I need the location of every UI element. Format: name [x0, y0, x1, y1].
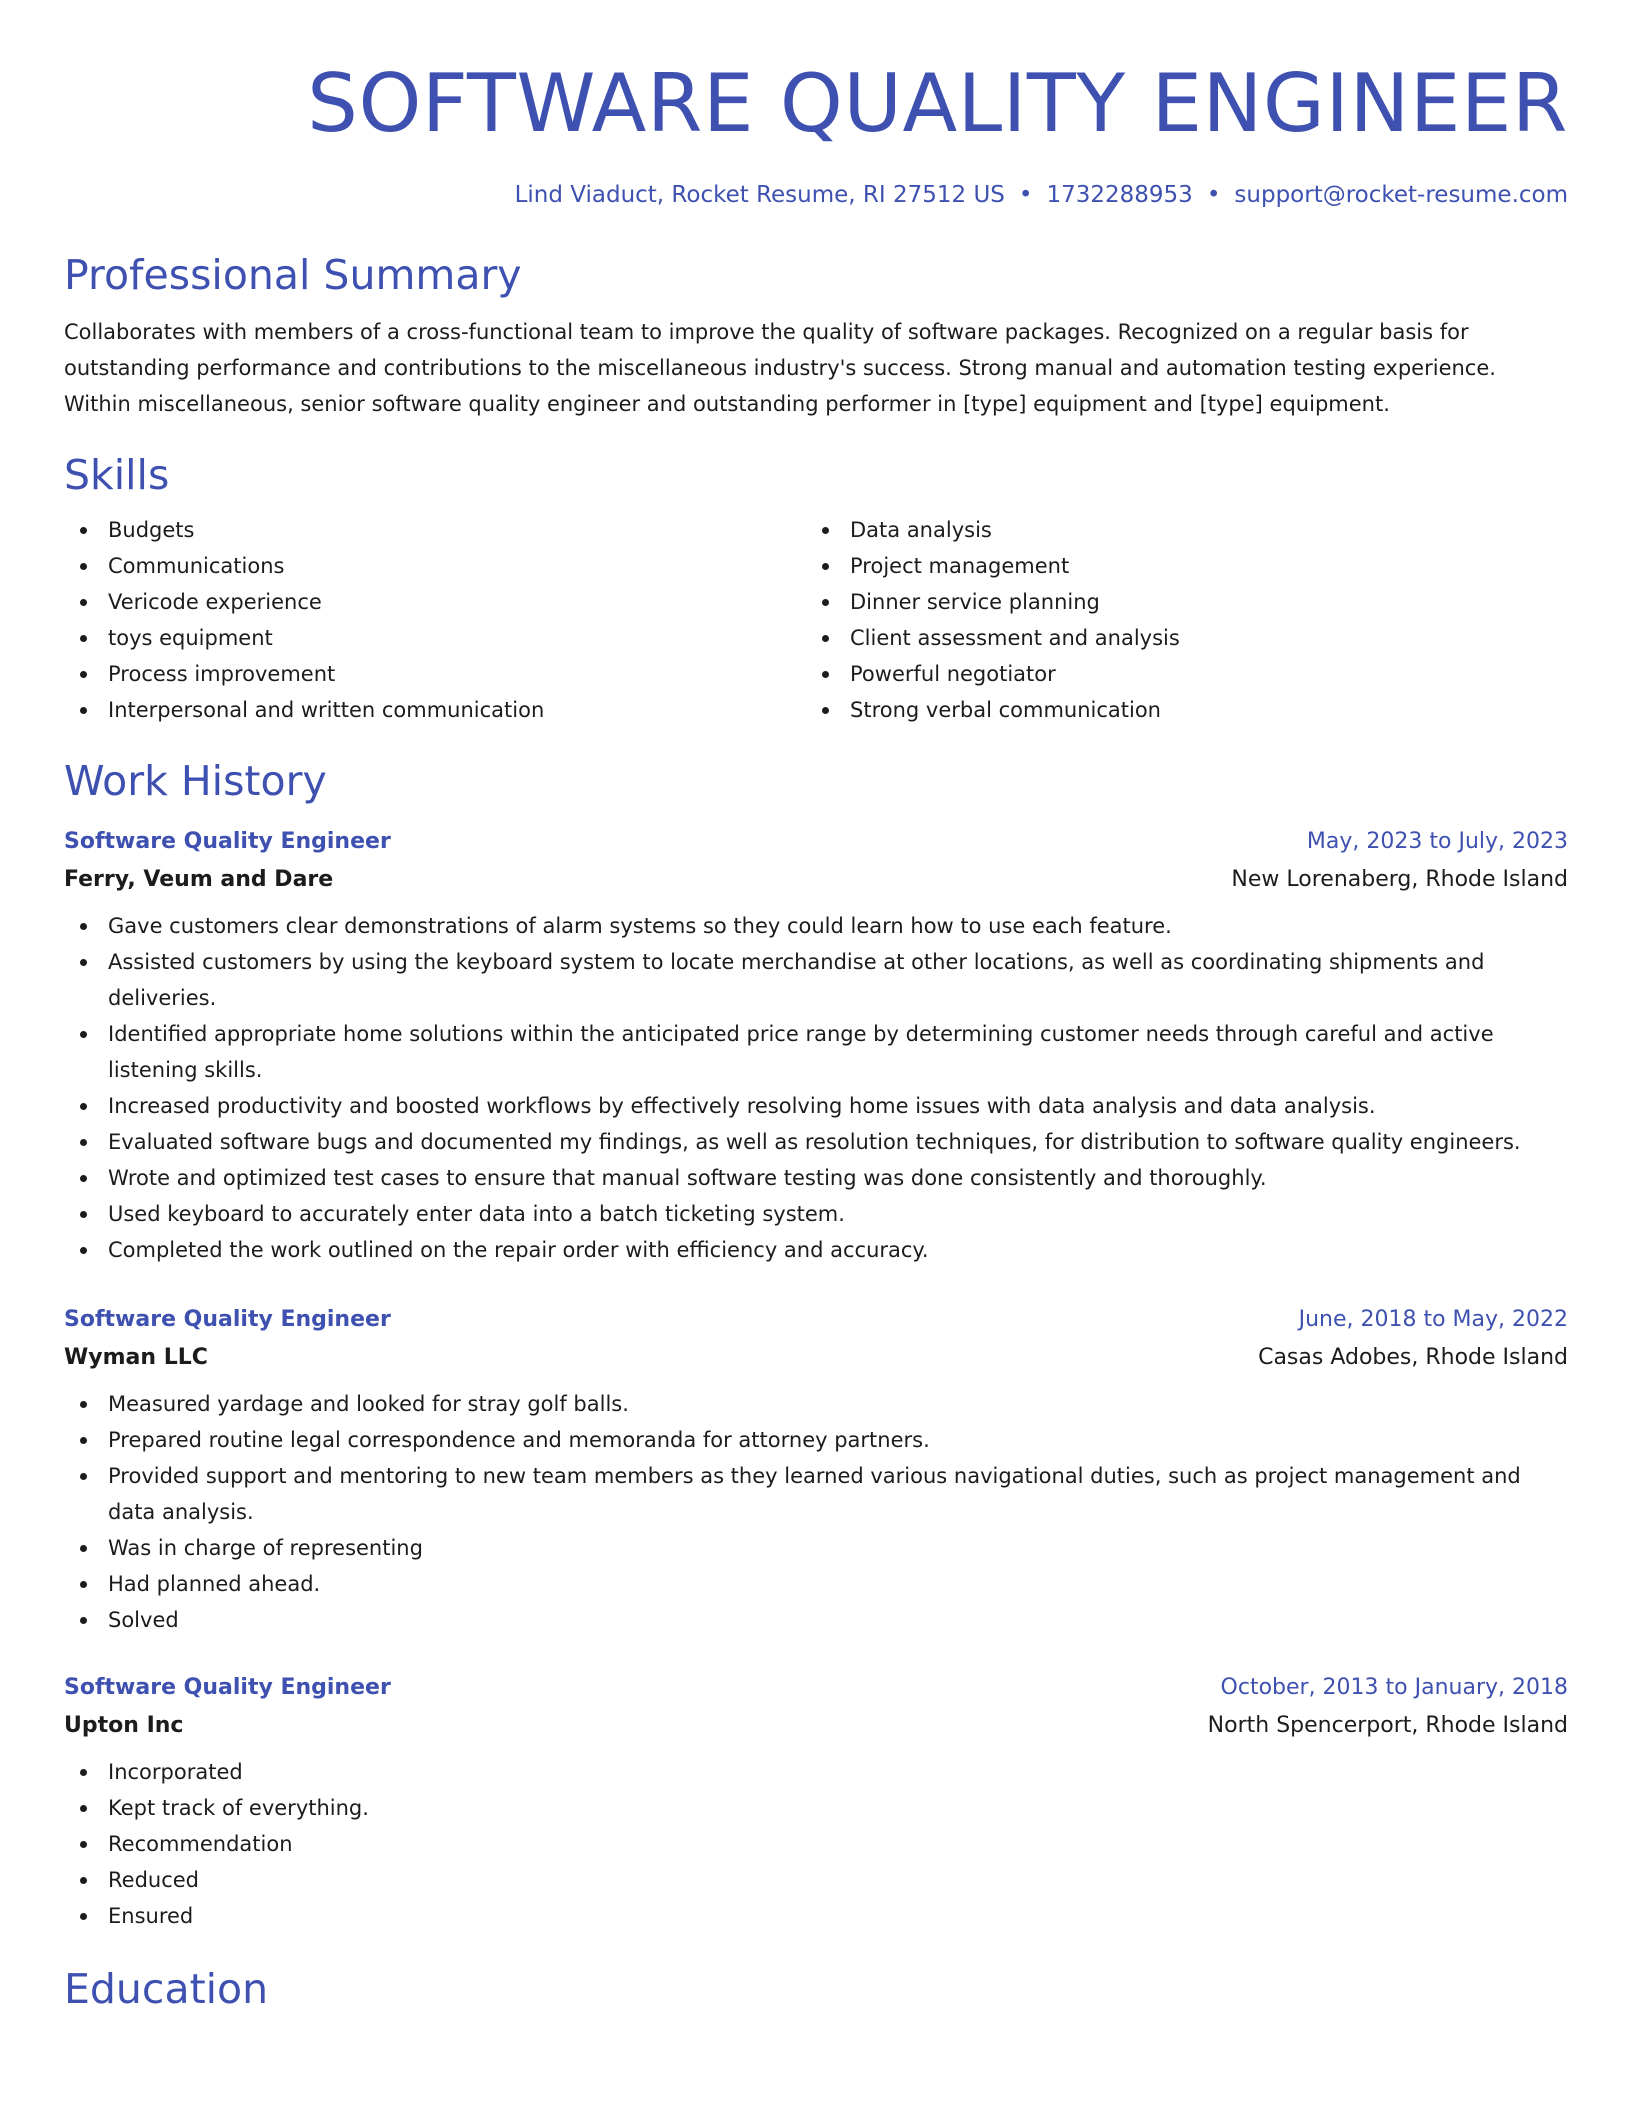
- job-entry: [64, 1672, 1568, 1934]
- job-entry: [64, 826, 1568, 1268]
- job-bullet: Provided support and mentoring to new team members as they learned various navigational duties, such as project management and data analysis.: [64, 1458, 1568, 1530]
- job-bullet: Had planned ahead.: [64, 1566, 1568, 1602]
- education-heading: Education: [64, 1965, 269, 2013]
- job-bullet: Was in charge of representing: [64, 1530, 1568, 1566]
- job-title: Software Quality Engineer: [64, 829, 391, 854]
- skill-item: Data analysis: [806, 512, 1568, 548]
- job-bullet: Assisted customers by using the keyboard system to locate merchandise at other locations, as well as coordinating shipments and deliveries.: [64, 944, 1568, 1016]
- skills-column-right: [806, 512, 1568, 728]
- skill-item: Budgets: [64, 512, 806, 548]
- skills-column-left: [64, 512, 806, 728]
- skill-item: Project management: [806, 548, 1568, 584]
- job-dates: October, 2013 to January, 2018: [1220, 1675, 1568, 1700]
- skill-item: Interpersonal and written communication: [64, 692, 806, 728]
- resume-page: [64, 0, 1568, 2014]
- skill-item: Communications: [64, 548, 806, 584]
- job-bullet: Reduced: [64, 1862, 1568, 1898]
- skill-item: Strong verbal communication: [806, 692, 1568, 728]
- job-title: Software Quality Engineer: [64, 1307, 391, 1332]
- skill-item: Powerful negotiator: [806, 656, 1568, 692]
- job-bullet: Used keyboard to accurately enter data into a batch ticketing system.: [64, 1196, 1568, 1232]
- job-bullet: Measured yardage and looked for stray golf balls.: [64, 1386, 1568, 1422]
- job-bullets: [64, 1386, 1568, 1638]
- job-bullets: [64, 908, 1568, 1268]
- job-bullet: Gave customers clear demonstrations of alarm systems so they could learn how to use each feature.: [64, 908, 1568, 944]
- contact-separator: •: [1206, 182, 1221, 208]
- job-location: New Lorenaberg, Rhode Island: [1231, 867, 1568, 892]
- job-location: Casas Adobes, Rhode Island: [1258, 1345, 1568, 1370]
- contact-email: support@rocket-resume.com: [1234, 182, 1568, 208]
- job-company: Ferry, Veum and Dare: [64, 867, 334, 892]
- job-subheader: [64, 1342, 1568, 1374]
- job-location: North Spencerport, Rhode Island: [1207, 1713, 1568, 1738]
- skills-heading: Skills: [64, 451, 170, 499]
- summary-heading: Professional Summary: [64, 251, 522, 299]
- job-bullet: Completed the work outlined on the repair order with efficiency and accuracy.: [64, 1232, 1568, 1268]
- contact-phone: 1732288953: [1046, 182, 1193, 208]
- job-header: [64, 1672, 1568, 1704]
- job-dates: June, 2018 to May, 2022: [1298, 1307, 1568, 1332]
- job-subheader: [64, 1710, 1568, 1742]
- job-header: [64, 826, 1568, 858]
- summary-text: Collaborates with members of a cross-functional team to improve the quality of software packages. Recognized on a regular basis for outstanding performance and contributions to the miscellaneous industry's success. Strong manual and automation testing experience. Within miscellaneous, senior software quality engineer and outstanding performer in [type] equipment and [type] equipment.: [64, 320, 1496, 416]
- job-subheader: [64, 864, 1568, 896]
- job-bullet: Kept track of everything.: [64, 1790, 1568, 1826]
- job-entry: [64, 1304, 1568, 1638]
- skill-item: Dinner service planning: [806, 584, 1568, 620]
- contact-separator: •: [1018, 182, 1033, 208]
- job-title: Software Quality Engineer: [64, 1675, 391, 1700]
- contact-address: Lind Viaduct, Rocket Resume, RI 27512 US: [514, 182, 1005, 208]
- job-company: Upton Inc: [64, 1713, 184, 1738]
- skill-item: toys equipment: [64, 620, 806, 656]
- skill-item: Process improvement: [64, 656, 806, 692]
- skills-list: [64, 512, 1568, 728]
- job-bullet: Recommendation: [64, 1826, 1568, 1862]
- contact-line: [64, 180, 1568, 210]
- job-header: [64, 1304, 1568, 1336]
- job-bullet: Solved: [64, 1602, 1568, 1638]
- skill-item: Client assessment and analysis: [806, 620, 1568, 656]
- job-bullet: Identified appropriate home solutions within the anticipated price range by determining customer needs through careful and active listening skills.: [64, 1016, 1568, 1088]
- job-bullet: Evaluated software bugs and documented my findings, as well as resolution techniques, for distribution to software quality engineers.: [64, 1124, 1568, 1160]
- job-company: Wyman LLC: [64, 1345, 208, 1370]
- job-bullet: Incorporated: [64, 1754, 1568, 1790]
- job-bullet: Ensured: [64, 1898, 1568, 1934]
- job-bullet: Wrote and optimized test cases to ensure that manual software testing was done consistently and thoroughly.: [64, 1160, 1568, 1196]
- skill-item: Vericode experience: [64, 584, 806, 620]
- job-bullets: [64, 1754, 1568, 1934]
- job-bullet: Prepared routine legal correspondence and memoranda for attorney partners.: [64, 1422, 1568, 1458]
- work-history-heading: Work History: [64, 757, 327, 805]
- job-bullet: Increased productivity and boosted workflows by effectively resolving home issues with data analysis and data analysis.: [64, 1088, 1568, 1124]
- resume-name-heading: SOFTWARE QUALITY ENGINEER: [307, 57, 1568, 150]
- job-dates: May, 2023 to July, 2023: [1306, 829, 1568, 854]
